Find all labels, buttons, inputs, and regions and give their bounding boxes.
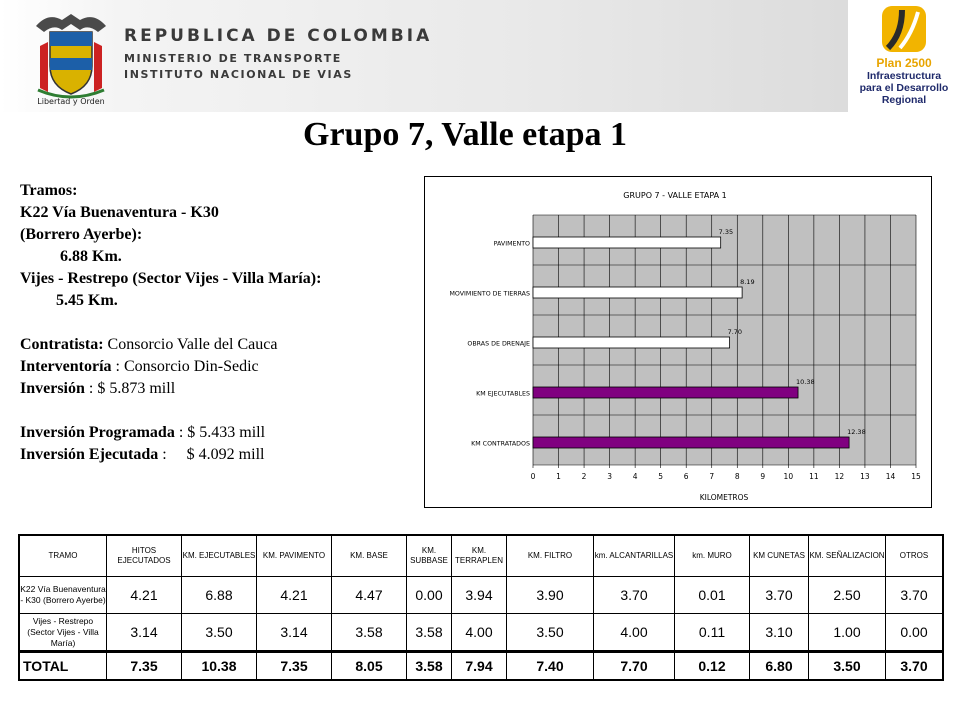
contratista-line [20, 334, 420, 356]
plan-2500-emblem-icon [878, 4, 930, 54]
column-header: km. MURO [675, 535, 750, 577]
bar-chart-svg [425, 177, 931, 507]
interventoria-line [20, 356, 420, 378]
table-cell: 3.70 [594, 577, 675, 614]
spacer [20, 400, 420, 422]
spacer [20, 312, 420, 334]
project-info [20, 180, 420, 466]
x-tick-label: 14 [885, 472, 896, 481]
table-cell: 3.94 [452, 577, 507, 614]
plan-line-2: para el Desarrollo [859, 82, 949, 94]
table-row [19, 614, 943, 652]
x-tick-label: 8 [734, 472, 740, 481]
category-label: KM EJECUTABLES [476, 390, 530, 398]
table-cell: 3.50 [507, 614, 594, 652]
category-label: OBRAS DE DRENAJE [467, 340, 530, 348]
total-row [19, 652, 943, 681]
x-tick-label: 6 [683, 472, 689, 481]
data-label: 7.70 [727, 328, 743, 336]
column-header: TRAMO [19, 535, 107, 577]
ejecutada-line [20, 444, 420, 466]
tramo-1-sub: (Borrero Ayerbe): [20, 226, 143, 243]
table-cell: 3.58 [407, 614, 452, 652]
table-cell: 4.47 [332, 577, 407, 614]
tramo-2-km: 5.45 Km. [56, 292, 118, 309]
x-tick-label: 11 [809, 472, 819, 481]
data-label: 7.35 [718, 228, 734, 236]
x-axis-label: KILOMETROS [699, 493, 749, 502]
table-cell: 6.88 [182, 577, 257, 614]
data-label: 8.19 [740, 278, 755, 286]
chart-title: GRUPO 7 - VALLE ETAPA 1 [623, 191, 727, 200]
x-tick-label: 9 [760, 472, 766, 481]
table-cell: 4.00 [452, 614, 507, 652]
table-cell: 3.14 [107, 614, 182, 652]
contratista-value: Consorcio Valle del Cauca [103, 336, 278, 353]
total-cell: 3.50 [809, 652, 886, 681]
column-header: KM. SUBBASE [407, 535, 452, 577]
org-title: REPUBLICA DE COLOMBIA [124, 26, 433, 46]
total-cell: 7.35 [107, 652, 182, 681]
category-label: MOVIMIENTO DE TIERRAS [449, 290, 530, 298]
inversion-value: : $ 5.873 mill [84, 380, 176, 397]
bar [533, 437, 849, 448]
total-cell: 3.70 [886, 652, 944, 681]
bar-chart [424, 176, 932, 508]
total-cell: 0.12 [675, 652, 750, 681]
tramo-1-name: K22 Vía Buenaventura - K30 [20, 204, 219, 221]
plan-line-3: Regional [881, 94, 927, 106]
table-row [19, 577, 943, 614]
x-tick-label: 3 [607, 472, 612, 481]
data-label: 12.38 [847, 428, 866, 436]
plan-line-1: Infraestructura [866, 70, 942, 82]
x-tick-label: 10 [783, 472, 794, 481]
x-tick-label: 5 [658, 472, 664, 481]
tramo-2-name: Vijes - Restrepo (Sector Vijes - Villa María): [20, 270, 322, 287]
total-cell: 3.58 [407, 652, 452, 681]
table-cell: 3.90 [507, 577, 594, 614]
table-cell: 3.58 [332, 614, 407, 652]
column-header: KM CUNETAS [750, 535, 809, 577]
table-cell: 3.50 [182, 614, 257, 652]
table-cell: 1.00 [809, 614, 886, 652]
category-label: PAVIMENTO [493, 240, 530, 248]
column-header: KM. FILTRO [507, 535, 594, 577]
table-cell: 4.21 [107, 577, 182, 614]
data-label: 10.38 [796, 378, 815, 386]
inversion-line [20, 378, 420, 400]
bar [533, 337, 730, 348]
tramos-label: Tramos: [20, 182, 78, 199]
total-cell: 7.94 [452, 652, 507, 681]
ejecutada-value: : $ 4.092 mill [158, 446, 265, 463]
x-tick-label: 1 [556, 472, 561, 481]
table-cell: 0.00 [407, 577, 452, 614]
table-cell: 3.70 [886, 577, 944, 614]
bar [533, 237, 721, 248]
column-header: KM. TERRAPLEN [452, 535, 507, 577]
colombia-coat-of-arms-icon [28, 6, 114, 106]
x-tick-label: 2 [581, 472, 587, 481]
data-table [18, 534, 944, 681]
tramo-1-km: 6.88 Km. [60, 248, 122, 265]
programada-value: : $ 5.433 mill [174, 424, 266, 441]
programada-line [20, 422, 420, 444]
column-header: km. ALCANTARILLAS [594, 535, 675, 577]
inversion-label: Inversión [20, 380, 85, 397]
column-header: KM. PAVIMENTO [257, 535, 332, 577]
total-cell: 8.05 [332, 652, 407, 681]
header [0, 0, 960, 112]
table-cell: 0.11 [675, 614, 750, 652]
column-header: KM. SEÑALIZACION [809, 535, 886, 577]
page-title: Grupo 7, Valle etapa 1 [303, 116, 627, 153]
x-ticks [531, 472, 921, 481]
total-cell: 10.38 [182, 652, 257, 681]
table-cell: 0.01 [675, 577, 750, 614]
column-header: KM. EJECUTABLES [182, 535, 257, 577]
x-tick-label: 12 [834, 472, 845, 481]
x-tick-label: 0 [530, 472, 536, 481]
total-label: TOTAL [19, 652, 107, 681]
contratista-label: Contratista: [20, 336, 104, 353]
plan-2500-logo [848, 0, 960, 112]
table-header-row [19, 535, 943, 577]
bar [533, 387, 798, 398]
motto-text: Libertad y Orden [37, 97, 105, 106]
table-cell: 4.00 [594, 614, 675, 652]
table-cell: 0.00 [886, 614, 944, 652]
table-cell: 2.50 [809, 577, 886, 614]
total-cell: 6.80 [750, 652, 809, 681]
bar [533, 287, 742, 298]
x-tick-label: 7 [709, 472, 715, 481]
x-tick-label: 13 [860, 472, 870, 481]
table-cell: 4.21 [257, 577, 332, 614]
table-cell: 3.14 [257, 614, 332, 652]
column-header: KM. BASE [332, 535, 407, 577]
ejecutada-label: Inversión Ejecutada [20, 446, 159, 463]
plan-title: Plan 2500 [876, 56, 932, 70]
programada-label: Inversión Programada [20, 424, 175, 441]
org-institute: INSTITUTO NACIONAL DE VIAS [124, 68, 353, 81]
interventoria-label: Interventoría [20, 358, 112, 375]
tramo-name-cell: K22 Vía Buenaventura - K30 (Borrero Ayerbe) [19, 577, 107, 614]
org-ministry: MINISTERIO DE TRANSPORTE [124, 52, 342, 65]
total-cell: 7.70 [594, 652, 675, 681]
table-cell: 3.70 [750, 577, 809, 614]
table-cell: 3.10 [750, 614, 809, 652]
interventoria-value: : Consorcio Din-Sedic [111, 358, 259, 375]
tramo-name-cell: Vijes - Restrepo (Sector Vijes - Villa María) [19, 614, 107, 652]
column-header: OTROS [886, 535, 944, 577]
x-tick-label: 15 [911, 472, 921, 481]
total-cell: 7.35 [257, 652, 332, 681]
category-label: KM CONTRATADOS [471, 440, 530, 448]
x-tick-label: 4 [632, 472, 638, 481]
column-header: HITOS EJECUTADOS [107, 535, 182, 577]
total-cell: 7.40 [507, 652, 594, 681]
